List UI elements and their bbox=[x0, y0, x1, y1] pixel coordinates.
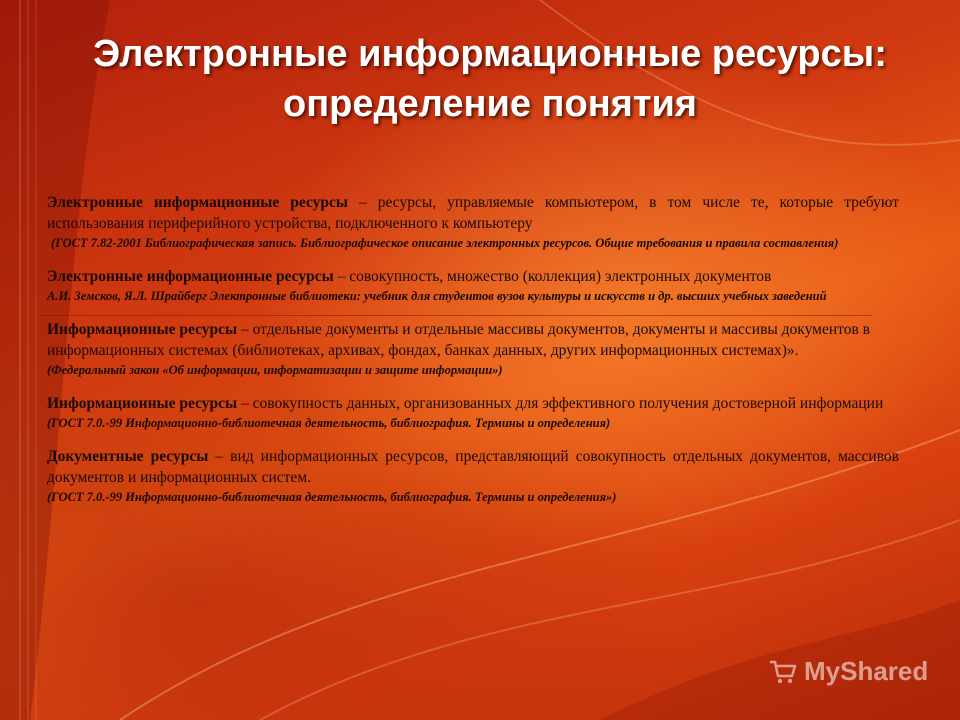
definition-term: Информационные ресурсы bbox=[47, 321, 238, 338]
definition-term: Документные ресурсы bbox=[47, 448, 209, 465]
watermark-text: MyShared bbox=[804, 656, 929, 686]
definition-description: – вид информационных ресурсов, представляющий совокупность отдельных документов, массивов документов и информационных систем. bbox=[47, 448, 899, 486]
definition-source: (Федеральный закон «Об информации, информатизации и защите информации») bbox=[47, 363, 503, 377]
definition-1 bbox=[47, 192, 899, 252]
definition-text bbox=[47, 319, 899, 361]
definition-3 bbox=[47, 319, 899, 379]
definition-text bbox=[47, 393, 899, 414]
slide-title-line-1: Электронные информационные ресурсы: bbox=[93, 33, 887, 75]
definition-source: (ГОСТ 7.0.-99 Информационно-библиотечная деятельность, библиография. Термины и определения) bbox=[47, 416, 611, 430]
definition-description: – отдельные документы и отдельные массивы документов, документы и массивы документов в информационных системах (библиотеках, архивах, фондах, банках данных, других информационных системах)». bbox=[47, 321, 870, 359]
definition-source: (ГОСТ 7.82-2001 Библиографическая запись. Библиографическое описание электронных ресурсов. Общие требования и правила составления) bbox=[51, 236, 839, 250]
definition-text bbox=[47, 446, 899, 488]
definition-source: А.И. Земсков, Я.Л. Шрайберг Электронные библиотеки: учебник для студентов вузов культуры и искусств и др. высших учебных заведений bbox=[47, 289, 827, 303]
definition-term: Информационные ресурсы bbox=[47, 395, 238, 412]
definition-description: – ресурсы, управляемые компьютером, в том числе те, которые требуют использования периферийного устройства, подключенного к компьютеру bbox=[47, 194, 899, 232]
definition-2 bbox=[47, 266, 899, 305]
slide-title-line-2: определение понятия bbox=[283, 83, 697, 125]
definition-term: Электронные информационные ресурсы bbox=[47, 194, 348, 211]
definition-term: Электронные информационные ресурсы bbox=[47, 268, 334, 285]
definition-4 bbox=[47, 393, 899, 432]
definition-5 bbox=[47, 446, 899, 506]
definition-source: (ГОСТ 7.0.-99 Информационно-библиотечная деятельность, библиография. Термины и определения») bbox=[47, 490, 617, 504]
shopping-cart-icon bbox=[768, 657, 798, 687]
watermark bbox=[768, 656, 928, 687]
definition-text bbox=[47, 192, 899, 234]
definition-description: – совокупность, множество (коллекция) электронных документов bbox=[333, 268, 772, 285]
definition-text bbox=[47, 266, 899, 287]
definitions-body bbox=[47, 192, 899, 506]
definition-description: – совокупность данных, организованных для эффективного получения достоверной информации bbox=[237, 395, 884, 412]
